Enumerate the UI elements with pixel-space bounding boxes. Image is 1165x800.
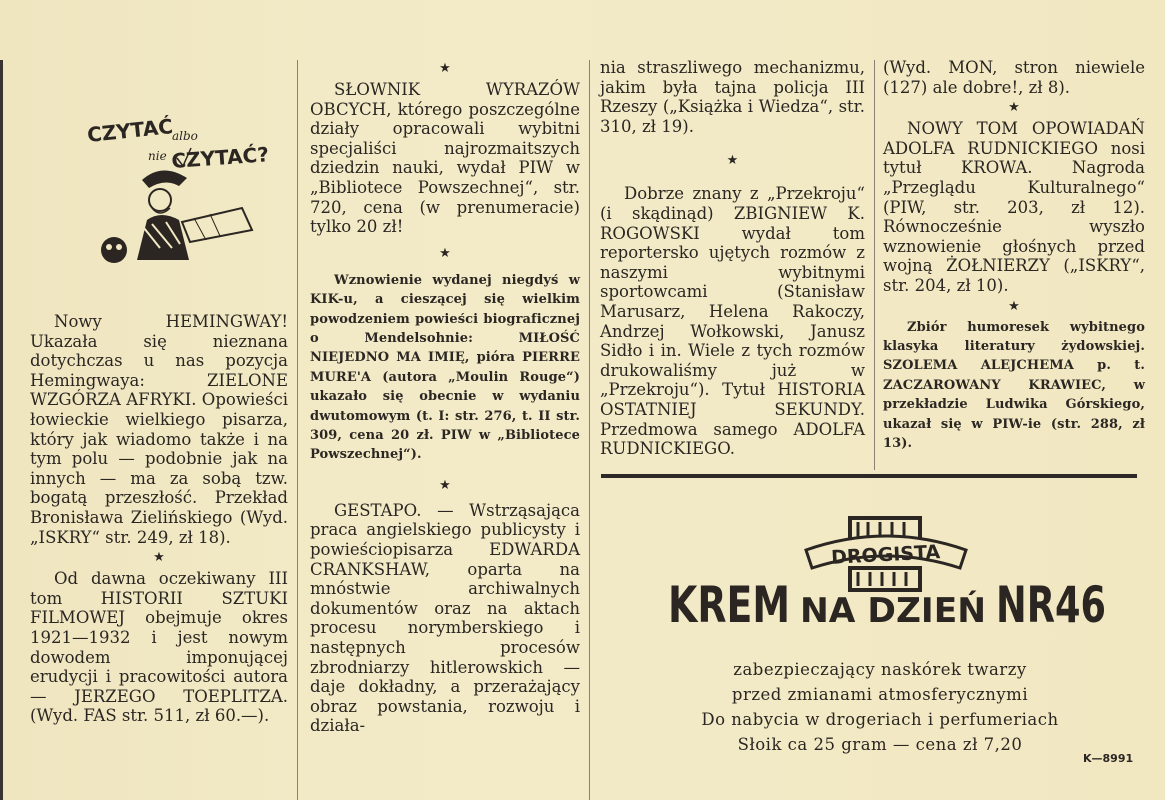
article-hemingway: Nowy HEMINGWAY! Ukazała się nieznana dotychczas u nas pozycja Hemingwaya: ZIELONE WZGÓRZA AFRYKI. Opowieści łowieckie wielkiego pisarza, który jak wiadomo także i na tym polu — podobnie jak na innych — ma za sobą tzw. bogatą przeszłość. Przekład Bronisława Zielińskiego (Wyd. „ISKRY“ str. 249, zł 18).	[30, 312, 288, 547]
ad-word-krem: KREM	[668, 576, 790, 634]
ad-line-2: przed zmianami atmosferycznymi	[731, 685, 1029, 704]
article-milosc: Wznowienie wydanej niegdyś w KIK-u, a cieszącej się wielkim powodzeniem powieści biograficznej o Mendelsohnie: MIŁOŚĆ NIEJEDNO MA IMIĘ, pióra PIERRE MURE'A (autora „Moulin Rouge“) ukazało się obecnie w wydaniu dwutomowym (t. I: str. 276, t. II str. 309, cena 20 zł. PIW w „Bibliotece Powszechnej“).	[310, 272, 580, 463]
czytac-logo	[82, 110, 270, 270]
column-rule	[297, 60, 298, 800]
ad-line-3: Do nabycia w drogeriach i perfumeriach	[701, 710, 1059, 729]
ad-top-rule	[601, 474, 1137, 478]
article-gestapo: GESTAPO. — Wstrząsająca praca angielskiego publicysty i powieściopisarza EDWARDA CRANKSHAW, oparta na mnóstwie archiwalnych dokumentów oraz na aktach procesu norymberskiego i następnych procesów zbrodniarzy hitlerowskich — daje dokładny, a przerażający obraz powstania, rozwoju i działa-	[310, 500, 580, 736]
column-4	[883, 58, 1145, 453]
column-rule	[874, 60, 875, 470]
article-historia-sztuki-filmowej: Od dawna oczekiwany III tom HISTORII SZTUKI FILMOWEJ obejmuje okres 1921—1932 i jest nowym dowodem imponującej erudycji i pracowitości autora — JERZEGO TOEPLITZA. (Wyd. FAS str. 511, zł 60.—).	[30, 569, 288, 726]
ad-brand: DROGISTA	[830, 541, 941, 569]
logo-albo: albo	[172, 129, 198, 143]
column-1	[30, 312, 288, 726]
separator-star: ★	[1008, 298, 1020, 314]
separator-star: ★	[439, 245, 451, 261]
article-krowa: NOWY TOM OPOWIADAŃ ADOLFA RUDNICKIEGO nosi tytuł KROWA. Nagroda „Przeglądu Kulturalnego“ (PIW, str. 203, zł 12). Równocześnie wyszło wznowienie głośnych przed wojną ŻOŁNIERZY („ISKRY“, str. 204, zł 10).	[883, 119, 1145, 295]
ad-word-na-dzien: NA DZIEŃ	[800, 591, 984, 631]
ad-headline	[668, 510, 1108, 640]
separator-star: ★	[153, 550, 165, 566]
ad-line-4: Słoik ca 25 gram — cena zł 7,20	[737, 735, 1023, 754]
article-szolem-alejchem: Zbiór humoresek wybitnego klasyka literatury żydowskiej. SZOLEMA ALEJCHEMA p. t. ZACZAROWANY KRAWIEC, w przekładzie Ludwika Górskiego, ukazał się w PIW-ie (str. 288, zł 13).	[883, 319, 1145, 451]
logo-nie: nie	[148, 149, 167, 163]
column-2	[310, 58, 580, 736]
article-slownik: SŁOWNIK WYRAZÓW OBCYCH, którego poszczególne działy opracowali wybitni specjaliści najrozmaitszych dziedzin nauki, wydał PIW w „Bibliotece Powszechnej“, str. 720, cena (w prenumeracie) tylko 20 zł!	[310, 80, 580, 237]
column-3	[600, 58, 865, 459]
column-rule	[589, 60, 590, 800]
ad-code: K—8991	[1083, 752, 1134, 765]
ad-word-nr46: NR46	[996, 576, 1106, 634]
logo-title-1: CZYTAĆ	[86, 114, 174, 147]
separator-star: ★	[439, 477, 451, 493]
page-edge	[0, 60, 3, 800]
article-gestapo-continued: nia straszliwego mechanizmu, jakim była tajna policja III Rzeszy („Książka i Wiedza“, str. 310, zł 19).	[600, 58, 865, 136]
separator-star: ★	[1008, 100, 1020, 116]
article-mon-continued: (Wyd. MON, stron niewiele (127) ale dobre!, zł 8).	[883, 58, 1145, 97]
separator-star: ★	[439, 61, 451, 76]
separator-star: ★	[726, 153, 739, 169]
ad-line-1: zabezpieczający naskórek twarzy	[733, 660, 1027, 679]
logo-title-2: CZYTAĆ?	[170, 142, 270, 173]
article-rogowski: Dobrze znany z „Przekroju“ (i skądinąd) ZBIGNIEW K. ROGOWSKI wydał tom reportersko ujętych rozmów z naszymi wybitnymi sportowcami (Stanisław Marusarz, Helena Rakoczy, Andrzej Wołkowski, Janusz Sidło i in. Wiele z tych rozmów drukowaliśmy już w „Przekroju“). Tytuł HISTORIA OSTATNIEJ SEKUNDY. Przedmowa samego ADOLFA RUDNICKIEGO.	[600, 184, 865, 459]
